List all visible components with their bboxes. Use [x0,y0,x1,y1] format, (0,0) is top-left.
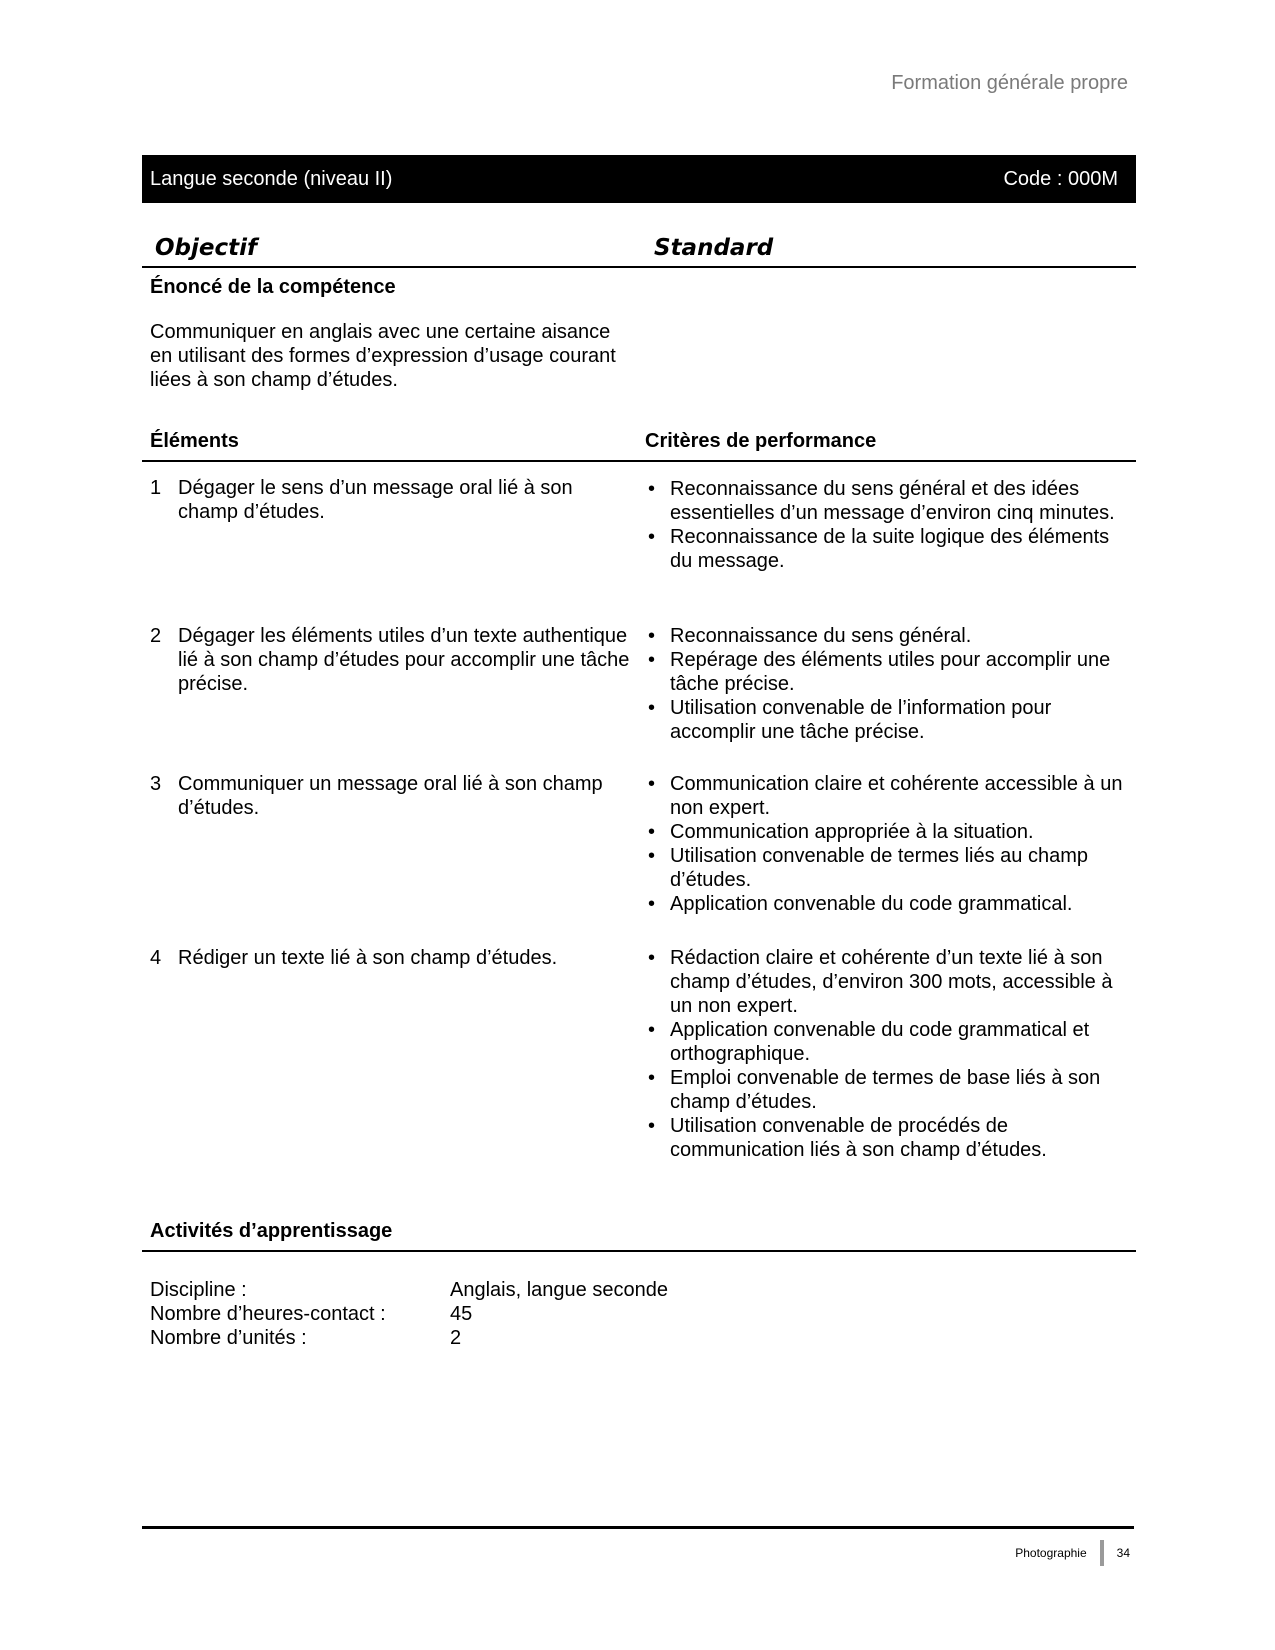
element-number: 3 [150,773,162,795]
footer-separator [1100,1540,1104,1566]
course-code: Code : 000M [1003,167,1118,190]
criteria-list [645,477,1135,573]
footer-program: Photographie [1015,1546,1087,1560]
competence-line: Communiquer en anglais avec une certaine aisance [150,321,611,343]
element-number: 2 [150,625,162,647]
element-text: Dégager le sens d’un message oral lié à son champ d’études. [178,477,573,523]
standard-heading: Standard [654,235,774,261]
criterion: • Repérage des éléments utiles pour accomplir une tâche précise. [645,648,1135,696]
element-number: 1 [150,477,162,499]
criteria-list [645,772,1135,916]
criterion: • Emploi convenable de termes de base liés à son champ d’études. [645,1066,1135,1114]
criterion: • Application convenable du code grammatical et orthographique. [645,1018,1135,1066]
activities-rule [142,1250,1136,1252]
element-text: Dégager les éléments utiles d’un texte authentique lié à son champ d’études pour accomplir une tâche précise. [178,625,630,695]
page-footer [1015,1540,1130,1566]
criterion: • Reconnaissance du sens général. [645,624,1135,648]
element-item [150,476,630,524]
criterion: • Application convenable du code grammatical. [645,892,1135,916]
competence-line: en utilisant des formes d’expression d’usage courant [150,345,616,367]
course-title: Langue seconde (niveau II) [150,167,393,190]
criterion: • Reconnaissance du sens général et des idées essentielles d’un message d’environ cinq minutes. [645,477,1135,525]
column-headings [142,232,1136,268]
criterion: • Utilisation convenable de procédés de communication liés à son champ d’études. [645,1114,1135,1162]
info-value: 2 [450,1327,462,1349]
running-header: Formation générale propre [891,72,1128,94]
info-value: Anglais, langue seconde [450,1279,668,1301]
objective-heading: Objectif [155,235,258,261]
info-label: Nombre d’heures-contact : [150,1303,386,1325]
element-number: 4 [150,947,162,969]
info-row [150,1326,668,1350]
activities-heading: Activités d’apprentissage [150,1220,393,1242]
elements-heading: Éléments [150,430,239,452]
page-number: 34 [1116,1546,1130,1560]
element-item [150,946,630,970]
element-text: Communiquer un message oral lié à son champ d’études. [178,773,603,819]
element-item [150,772,630,820]
criteria-list [645,946,1135,1162]
table-head-rule [142,460,1136,462]
activities-info [150,1278,668,1350]
course-title-bar [142,155,1136,203]
criteria-list [645,624,1135,744]
info-label: Discipline : [150,1279,247,1301]
criterion: • Communication claire et cohérente accessible à un non expert. [645,772,1135,820]
criteria-heading: Critères de performance [645,430,877,452]
info-value: 45 [450,1303,473,1325]
element-item [150,624,630,696]
criterion: • Rédaction claire et cohérente d’un texte lié à son champ d’études, d’environ 300 mots, accessible à un non expert. [645,946,1135,1018]
competence-line: liées à son champ d’études. [150,369,398,391]
competence-statement [150,320,616,392]
info-row [150,1278,668,1302]
criterion: • Utilisation convenable de l’information pour accomplir une tâche précise. [645,696,1135,744]
info-row [150,1302,668,1326]
criterion: • Reconnaissance de la suite logique des éléments du message. [645,525,1135,573]
footer-rule [142,1526,1134,1529]
element-text: Rédiger un texte lié à son champ d’études. [178,947,558,969]
criterion: • Communication appropriée à la situation. [645,820,1135,844]
info-label: Nombre d’unités : [150,1327,307,1349]
competence-heading: Énoncé de la compétence [150,276,396,298]
criterion: • Utilisation convenable de termes liés au champ d’études. [645,844,1135,892]
